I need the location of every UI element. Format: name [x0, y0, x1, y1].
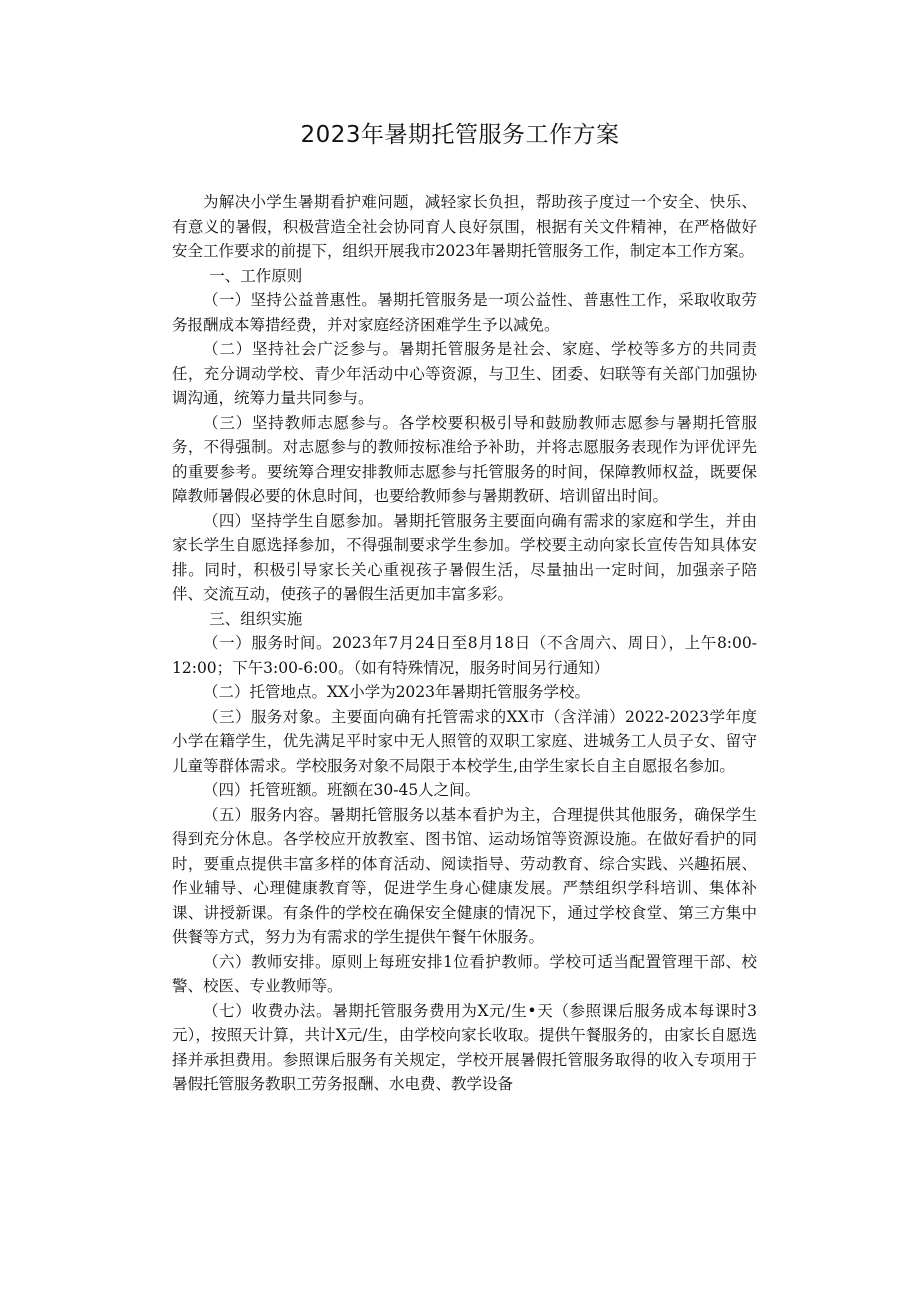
implementation-paragraph-5: （五）服务内容。暑期托管服务以基本看护为主，合理提供其他服务，确保学生得到充分休息。各学校应开放教室、图书馆、运动场馆等资源设施。在做好看护的同时，要重点提供丰富多样的体育活动、阅读指导、劳动教育、综合实践、兴趣拓展、作业辅导、心理健康教育等，促进学生身心健康发展。严禁组织学科培训、集体补课、讲授新课。有条件的学校在确保安全健康的情况下，通过学校食堂、第三方集中供餐等方式，努力为有需求的学生提供午餐午休服务。 — [172, 805, 757, 946]
implementation-paragraph-7: （七）收费办法。暑期托管服务费用为X元/生•天（参照课后服务成本每课时3元），按照天计算，共计X元/生，由学校向家长收取。提供午餐服务的，由家长自愿选择并承担费用。参照课后服务有关规定，学校开展暑假托管服务取得的收入专项用于暑假托管服务教职工劳务报酬、水电费、教学设备 — [172, 1001, 757, 1093]
implementation-paragraph-1: （一）服务时间。2023年7月24日至8月18日（不含周六、周日），上午8:00-12:00；下午3:00-6:00。（如有特殊情况，服务时间另行通知） — [172, 634, 757, 677]
intro-paragraph: 为解决小学生暑期看护难问题，减轻家长负担，帮助孩子度过一个安全、快乐、有意义的暑假，积极营造全社会协同育人良好氛围，根据有关文件精神，在严格做好安全工作要求的前提下，组织开展我市2023年暑期托管服务工作，制定本工作方案。 — [172, 193, 757, 260]
implementation-paragraph-6: （六）教师安排。原则上每班安排1位看护教师。学校可适当配置管理干部、校警、校医、专业教师等。 — [172, 952, 757, 995]
principle-paragraph-2: （二）坚持社会广泛参与。暑期托管服务是社会、家庭、学校等多方的共同责任，充分调动学校、青少年活动中心等资源，与卫生、团委、妇联等有关部门加强协调沟通，统筹力量共同参与。 — [172, 340, 757, 407]
principle-paragraph-3: （三）坚持教师志愿参与。各学校要积极引导和鼓励教师志愿参与暑期托管服务，不得强制。对志愿参与的教师按标准给予补助，并将志愿服务表现作为评优评先的重要参考。要统筹合理安排教师志愿参与托管服务的时间，保障教师权益，既要保障教师暑假必要的休息时间，也要给教师参与暑期教研、培训留出时间。 — [172, 413, 757, 505]
document-title: 2023年暑期托管服务工作方案 — [300, 122, 620, 148]
document-body — [172, 190, 757, 1097]
implementation-paragraph-2: （二）托管地点。XX小学为2023年暑期托管服务学校。 — [203, 683, 591, 701]
section-heading-principles: 一、工作原则 — [209, 266, 303, 285]
implementation-paragraph-3: （三）服务对象。主要面向确有托管需求的XX市（含洋浦）2022-2023学年度小学在籍学生，优先满足平时家中无人照管的双职工家庭、进城务工人员子女、留守儿童等群体需求。学校服务对象不局限于本校学生,由学生家长自主自愿报名参加。 — [172, 707, 757, 775]
principle-paragraph-4: （四）坚持学生自愿参加。暑期托管服务主要面向确有需求的家庭和学生，并由家长学生自愿选择参加，不得强制要求学生参加。学校要主动向家长宣传告知具体安排。同时，积极引导家长关心重视孩子暑假生活，尽量抽出一定时间，加强亲子陪伴、交流互动，使孩子的暑假生活更加丰富多彩。 — [172, 511, 757, 603]
section-heading-implementation: 三、组织实施 — [209, 609, 303, 628]
principle-paragraph-1: （一）坚持公益普惠性。暑期托管服务是一项公益性、普惠性工作，采取收取劳务报酬成本筹措经费，并对家庭经济困难学生予以减免。 — [172, 291, 757, 334]
implementation-paragraph-4: （四）托管班额。班额在30-45人之间。 — [203, 781, 481, 799]
